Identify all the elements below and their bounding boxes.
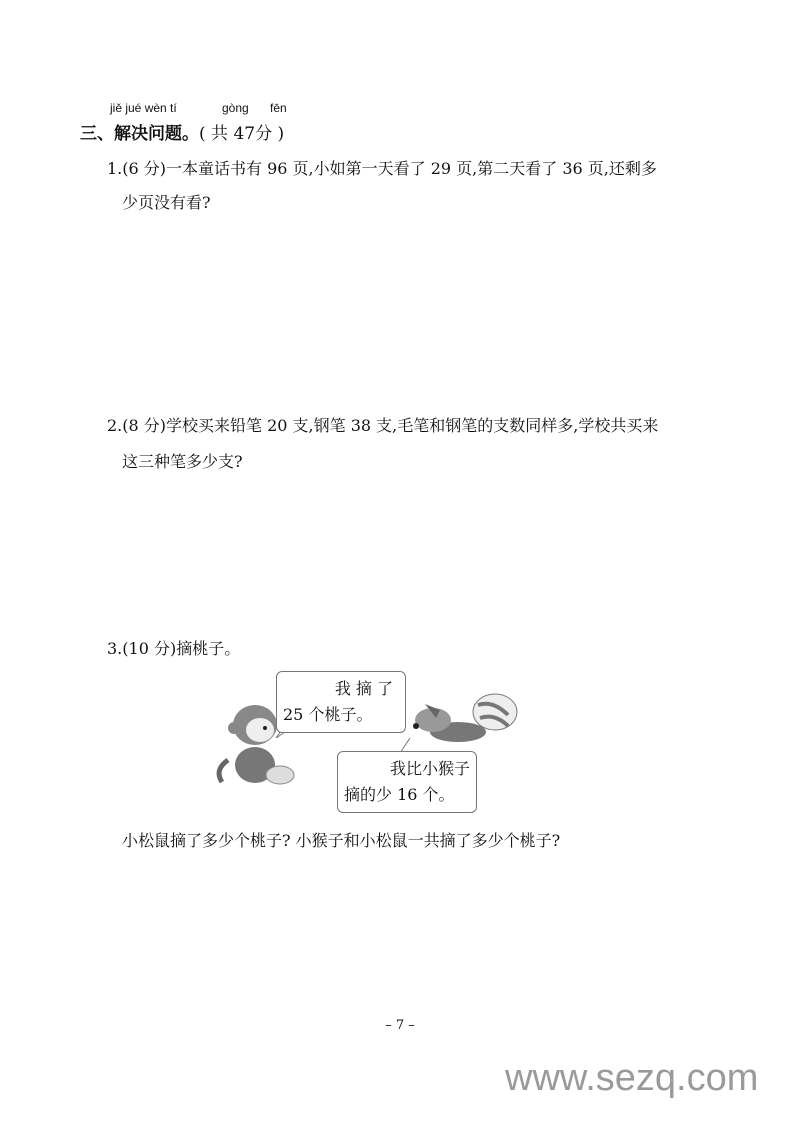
squirrel-bubble-line1: 我比小猴子: [389, 759, 470, 778]
squirrel-icon: [413, 694, 517, 742]
monkey-speech-bubble: [276, 671, 406, 733]
squirrel-bubble-line2: 摘的少 16 个。: [344, 785, 455, 804]
section-title: 解决问题。: [114, 124, 199, 144]
q3-line2: 小松鼠摘了多少个桃子? 小猴子和小松鼠一共摘了多少个桃子?: [122, 831, 561, 850]
page-number: – 7 –: [385, 1018, 415, 1033]
section-heading: [80, 119, 284, 144]
section-number: 三、: [80, 124, 114, 144]
monkey-bubble-line1: 我 摘 了: [334, 679, 393, 698]
watermark: www.sezq.com: [505, 1057, 759, 1099]
section-score: ( 共 47分 ): [199, 124, 285, 144]
q1-line2: 少页没有看?: [122, 193, 211, 212]
squirrel-speech-bubble: [337, 751, 477, 813]
q1-line1: 1.(6 分)一本童话书有 96 页,小如第一天看了 29 页,第二天看了 36 页,还剩多: [107, 159, 657, 178]
monkey-bubble-line2: 25 个桃子。: [283, 705, 373, 724]
q2-line1: 2.(8 分)学校买来铅笔 20 支,钢笔 38 支,毛笔和钢笔的支数同样多,学校共买来: [107, 416, 659, 435]
q3-line1: 3.(10 分)摘桃子。: [107, 639, 241, 658]
q2-line2: 这三种笔多少支?: [122, 452, 243, 471]
pinyin-gong: gòng: [222, 101, 249, 115]
pinyin-jiejuewenti: jiě jué wèn tí: [110, 101, 177, 115]
pinyin-fen: fēn: [270, 101, 287, 115]
